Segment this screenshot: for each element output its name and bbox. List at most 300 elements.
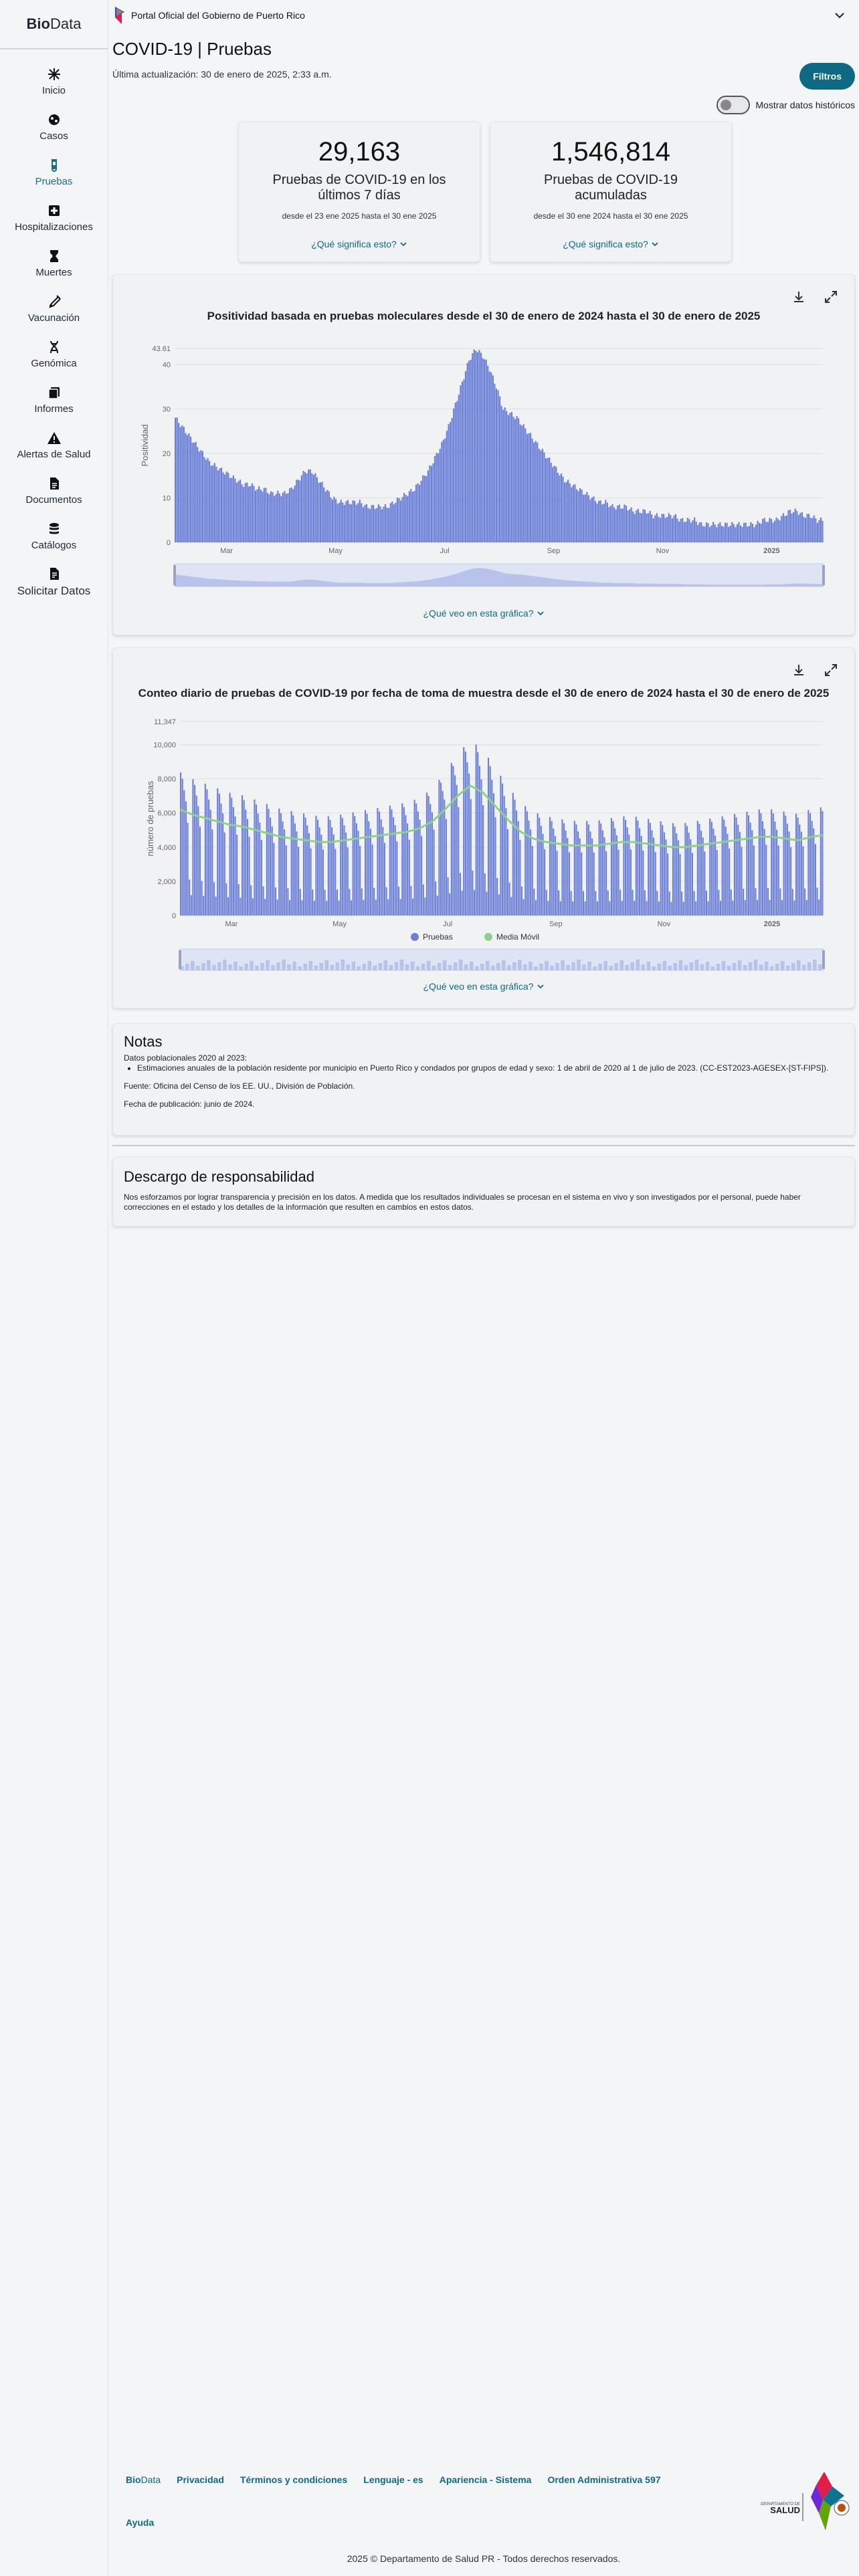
positivity-bar (448, 424, 449, 542)
daily-tests-bar (189, 879, 190, 916)
fullscreen-icon[interactable] (824, 290, 838, 304)
daily-tests-bar (391, 809, 392, 916)
positivity-bar (395, 503, 396, 542)
daily-tests-bar (180, 772, 181, 916)
positivity-bar (810, 518, 812, 542)
biodata-logo[interactable]: Bio Data (0, 0, 108, 49)
footer-link[interactable]: Orden Administrativa 597 (547, 2474, 661, 2485)
daily-tests-bar (192, 779, 193, 916)
daily-tests-bar (435, 881, 436, 916)
positivity-bar (328, 492, 330, 542)
positivity-bar (688, 519, 690, 542)
daily-tests-bar (771, 809, 772, 916)
daily-tests-bar (187, 823, 189, 916)
range-slider-bar (668, 966, 672, 970)
daily-tests-bar (662, 825, 663, 916)
daily-tests-bar (563, 823, 565, 916)
daily-tests-bar (482, 805, 484, 916)
positivity-bar (231, 478, 232, 542)
legend-marker (411, 933, 419, 941)
daily-tests-bar (697, 821, 698, 916)
positivity-bar (367, 508, 369, 542)
daily-tests-bar (191, 895, 192, 916)
daily-tests-bar (403, 807, 405, 916)
daily-tests-bar (234, 817, 235, 916)
range-slider-bar (228, 964, 232, 970)
positivity-bar (486, 360, 487, 542)
sidebar-item-request[interactable] (0, 559, 108, 605)
range-handle-left[interactable] (179, 950, 181, 969)
y-tick-label: 4,000 (157, 843, 176, 852)
range-slider-bar (271, 965, 275, 970)
historic-toggle[interactable] (717, 96, 855, 114)
positivity-bar (731, 522, 733, 542)
daily-tests-bar (238, 884, 240, 916)
daily-tests-bar (797, 818, 799, 916)
daily-tests-bar (465, 752, 466, 916)
positivity-bar (650, 511, 651, 542)
sidebar-item-hospital[interactable] (0, 195, 108, 241)
positivity-bar (509, 413, 510, 542)
positivity-bar (727, 523, 728, 542)
positivity-bar (344, 505, 345, 542)
daily-tests-bar (509, 883, 510, 916)
range-slider-bar (791, 963, 795, 970)
positivity-bar (741, 527, 743, 542)
sidebar-item-virus[interactable] (0, 104, 108, 150)
range-slider-bar (646, 962, 650, 970)
daily-tests-bar (242, 795, 243, 916)
positivity-bar (626, 506, 627, 542)
daily-tests-bar (199, 827, 201, 916)
daily-tests-bar (688, 833, 690, 916)
daily-tests-bar (440, 782, 442, 916)
daily-tests-bar (319, 827, 320, 916)
positivity-bar (692, 520, 693, 542)
positivity-bar (747, 526, 748, 542)
what-see-link[interactable]: ¿Qué veo en esta gráfica? (113, 981, 854, 992)
health-department-logo (744, 2466, 851, 2540)
positivity-bar (524, 429, 526, 542)
positivity-bar (257, 490, 258, 542)
range-slider-bar (770, 966, 774, 970)
daily-tests-bar (799, 825, 800, 916)
footer-link[interactable]: Privacidad (177, 2474, 224, 2485)
daily-tests-bar (532, 846, 533, 916)
daily-tests-bar (252, 898, 254, 916)
daily-tests-bar (722, 817, 723, 916)
positivity-bar (781, 516, 782, 542)
daily-tests-bar (496, 878, 498, 916)
range-slider-bar (287, 964, 291, 970)
positivity-bar (371, 505, 373, 542)
sidebar-item-alert[interactable] (0, 423, 108, 468)
last-updated: Última actualización: 30 de enero de 2025, 2:33 a.m. (112, 69, 332, 80)
positivity-bar (262, 492, 263, 542)
sidebar-item-test-tube[interactable] (0, 150, 108, 195)
positivity-bar (366, 504, 367, 542)
daily-tests-chart-panel (112, 647, 855, 1008)
positivity-bar (444, 438, 446, 542)
daily-tests-bar (684, 823, 686, 916)
daily-tests-bar (801, 831, 802, 916)
daily-tests-bar (259, 823, 260, 916)
chevron-down-icon[interactable] (834, 9, 846, 21)
positivity-bar (761, 524, 762, 542)
range-handle-left[interactable] (173, 565, 176, 585)
positivity-bar (425, 476, 427, 542)
positivity-bar (282, 493, 284, 542)
positivity-bar (588, 496, 589, 542)
daily-tests-bar (537, 813, 539, 916)
positivity-bar (610, 506, 611, 542)
positivity-bar (224, 475, 225, 542)
what-see-link[interactable]: ¿Qué veo en esta gráfica? (113, 608, 854, 619)
range-slider-bar (411, 962, 415, 970)
footer-brand[interactable]: BioData (126, 2474, 161, 2485)
daily-tests-bar (727, 834, 728, 916)
disclaimer-title: Descargo de responsabilidad (124, 1168, 314, 1185)
range-slider-bar (454, 962, 458, 970)
y-axis-label: número de pruebas (145, 780, 155, 857)
positivity-bar (557, 473, 559, 542)
sidebar-item-dna[interactable] (0, 332, 108, 377)
positivity-bar (489, 372, 490, 542)
range-slider-bar (282, 960, 286, 970)
positivity-bar (452, 418, 453, 542)
positivity-bar (412, 492, 413, 542)
positivity-bar (573, 485, 574, 542)
daily-tests-bar (505, 808, 506, 916)
positivity-bar (330, 498, 331, 542)
range-handle-right[interactable] (822, 565, 825, 585)
range-slider-bar (641, 964, 645, 970)
daily-tests-bar (308, 833, 310, 916)
positivity-bar (673, 516, 674, 542)
sidebar-item-syringe[interactable] (0, 286, 108, 332)
daily-tests-bar (386, 887, 387, 916)
positivity-bar (711, 525, 712, 542)
range-slider-bar (491, 966, 495, 970)
daily-tests-bar (268, 809, 269, 916)
daily-tests-bar (774, 822, 775, 916)
daily-tests-bar (401, 803, 403, 916)
daily-tests-bar (704, 851, 705, 916)
positivity-bar (601, 504, 603, 542)
daily-tests-bar (463, 747, 464, 916)
daily-tests-bar (778, 845, 779, 916)
range-slider-bar (373, 966, 377, 970)
positivity-bar (605, 500, 606, 542)
daily-tests-bar (622, 901, 623, 916)
sidebar-item-home[interactable] (0, 59, 108, 104)
positivity-bar (752, 524, 753, 542)
daily-tests-bar (400, 899, 401, 916)
divider (112, 1145, 855, 1146)
range-slider-bar (357, 966, 361, 970)
positivity-bar (260, 490, 262, 542)
range-slider-bar (448, 965, 452, 970)
range-slider-bar (233, 962, 237, 970)
daily-tests-bar (514, 800, 515, 916)
footer-link[interactable]: Lenguaje - es (363, 2474, 423, 2485)
positivity-bar (663, 514, 664, 542)
daily-tests-bar (802, 847, 803, 916)
positivity-bar (484, 359, 485, 542)
positivity-bar (422, 475, 423, 542)
range-slider-bar (749, 962, 753, 970)
positivity-bar (434, 456, 436, 542)
main-content (112, 31, 855, 110)
positivity-bar (326, 490, 328, 542)
range-slider-bar (486, 961, 490, 970)
daily-tests-bar (433, 830, 434, 916)
daily-tests-bar (539, 818, 540, 916)
daily-tests-bar (421, 836, 422, 916)
daily-tests-bar (792, 889, 793, 916)
positivity-bar (381, 510, 383, 542)
range-slider-bar (577, 960, 581, 970)
range-slider-bar (738, 960, 742, 970)
document-icon (47, 476, 62, 491)
positivity-bar (178, 423, 179, 542)
download-icon[interactable] (791, 663, 806, 677)
daily-tests-bar (655, 852, 656, 916)
daily-tests-bar (769, 899, 771, 916)
positivity-bar (543, 453, 545, 542)
daily-tests-bar (345, 833, 347, 916)
positivity-bar (243, 487, 244, 542)
y-tick-label: 10 (162, 494, 171, 503)
daily-tests-bar (314, 901, 315, 916)
daily-tests-bar (194, 785, 195, 916)
daily-tests-bar (387, 899, 389, 916)
daily-tests-bar (398, 887, 399, 916)
daily-tests-bar (547, 901, 549, 916)
positivity-bar (694, 518, 695, 542)
x-tick-label: 2025 (763, 547, 780, 555)
positivity-bar (478, 350, 480, 542)
positivity-bar (512, 417, 514, 542)
daily-tests-bar (215, 897, 217, 916)
filters-button[interactable]: Filtros (799, 63, 855, 90)
daily-tests-bar (280, 813, 282, 916)
positivity-bar (815, 518, 816, 542)
positivity-bar (551, 463, 552, 542)
positivity-bar (237, 481, 239, 542)
sidebar-item-label: Muertes (35, 267, 72, 278)
download-icon[interactable] (791, 290, 806, 304)
daily-tests-bar (762, 821, 763, 916)
daily-tests-bar (292, 815, 294, 916)
positivity-bar (559, 475, 560, 542)
footer-help-link[interactable]: Ayuda (126, 2517, 155, 2528)
daily-tests-bar (609, 901, 610, 916)
positivity-bar (450, 422, 451, 542)
seal-text: DEPARTAMENTO DE (761, 2502, 800, 2506)
sidebar-item-label: Documentos (25, 494, 82, 506)
daily-tests-bar (375, 899, 377, 916)
sidebar-item-label: Catálogos (31, 540, 77, 551)
positivity-bar (316, 477, 318, 542)
daily-tests-bar (535, 900, 537, 916)
positivity-bar (400, 500, 401, 542)
sidebar-item-reports[interactable] (0, 377, 108, 423)
daily-tests-bar (284, 829, 285, 916)
range-slider-bar (260, 963, 264, 970)
positivity-bar (405, 495, 407, 542)
sidebar-item-label: Pruebas (35, 176, 73, 187)
range-slider-bar (303, 964, 307, 970)
daily-tests-bar (644, 890, 646, 916)
daily-tests-bar (491, 780, 492, 916)
sidebar-item-document[interactable] (0, 468, 108, 514)
daily-tests-bar (432, 813, 433, 916)
what-means-link[interactable]: ¿Qué significa esto? (239, 239, 480, 249)
positivity-bar (388, 508, 389, 542)
positivity-bar (197, 447, 198, 542)
daily-tests-bar (270, 818, 271, 916)
daily-tests-bar (477, 752, 478, 916)
positivity-bar (564, 483, 565, 542)
positivity-bar (723, 527, 724, 542)
positivity-bar (357, 503, 359, 542)
sidebar-item-database[interactable] (0, 514, 108, 559)
daily-tests-bar (591, 839, 593, 916)
positivity-bar (341, 500, 342, 542)
positivity-bar (555, 467, 557, 542)
positivity-bar (427, 471, 429, 542)
range-slider-bar (781, 961, 785, 970)
positivity-bar (215, 467, 217, 542)
range-handle-right[interactable] (822, 950, 825, 969)
positivity-bar (583, 495, 584, 542)
daily-tests-bar (519, 840, 520, 916)
daily-tests-bar (452, 766, 454, 916)
daily-tests-bar (739, 832, 741, 916)
positivity-bar (421, 481, 422, 542)
notes-bullet: • Estimaciones anuales de la población residente por municipio en Puerto Rico y condados por grupos de edad y sexo: 1 de abril de 2020 al 1 de julio de 2023. (CC-EST2023-AGESEX-[ST-FIPS]). (137, 1063, 844, 1073)
daily-tests-bar (315, 816, 316, 916)
positivity-bar (431, 466, 432, 542)
positivity-bar (320, 482, 321, 542)
daily-tests-bar (502, 784, 503, 916)
positivity-bar (304, 472, 306, 542)
x-tick-label: May (332, 920, 347, 928)
range-slider-bar (389, 965, 393, 970)
daily-tests-bar (632, 890, 634, 916)
positivity-bar (440, 449, 441, 542)
daily-tests-bar (208, 800, 209, 916)
daily-tests-bar (437, 895, 438, 916)
daily-tests-bar (760, 813, 761, 916)
positivity-bar (737, 524, 738, 542)
positivity-bar (678, 522, 680, 542)
positivity-bar (325, 492, 326, 542)
daily-tests-bar (588, 825, 589, 916)
range-slider-bar (652, 966, 656, 970)
daily-tests-bar (197, 806, 199, 916)
notes-source: Fuente: Oficina del Censo de los EE. UU., División de Población. (124, 1081, 355, 1091)
positivity-bar (808, 514, 809, 542)
sidebar-item-label: Inicio (41, 85, 66, 96)
fullscreen-icon[interactable] (824, 663, 838, 677)
daily-tests-bar (698, 824, 700, 916)
stat-cards (238, 122, 732, 262)
daily-tests-bar (583, 891, 584, 916)
positivity-bar (463, 379, 464, 542)
daily-tests-bar (407, 823, 408, 916)
daily-tests-bar (233, 807, 234, 916)
daily-tests-bar (741, 847, 742, 916)
sidebar-item-hourglass[interactable] (0, 241, 108, 286)
positivity-bar (193, 443, 195, 542)
daily-tests-bar (807, 810, 809, 916)
positivity-bar (248, 487, 250, 542)
daily-tests-bar (646, 901, 648, 916)
positivity-bar (759, 523, 760, 542)
positivity-bar (533, 443, 535, 542)
positivity-bar (684, 522, 685, 542)
positivity-bar (492, 375, 494, 542)
daily-tests-bar (795, 814, 797, 916)
positivity-bar (199, 451, 200, 542)
daily-tests-bar (586, 821, 587, 916)
positivity-bar (631, 508, 632, 542)
daily-tests-bar (419, 820, 420, 916)
daily-tests-bar (732, 901, 733, 916)
positivity-bar (453, 409, 454, 542)
chart-title: Positividad basada en pruebas moleculares desde el 30 de enero de 2024 hasta el 30 de enero de 2025 (207, 310, 761, 322)
y-tick-label: 0 (166, 539, 171, 547)
daily-tests-bar (809, 813, 811, 916)
positivity-bar (506, 411, 507, 542)
positivity-bar (767, 522, 769, 542)
daily-tests-bar (650, 823, 651, 916)
positivity-bar (738, 522, 739, 542)
footer-link[interactable]: Términos y condiciones (240, 2474, 348, 2485)
positivity-bar (403, 493, 405, 542)
positivity-bar (651, 514, 652, 542)
daily-tests-bar (329, 820, 330, 916)
range-slider-bar (609, 966, 613, 970)
footer-link[interactable]: Apariencia - Sistema (439, 2474, 532, 2485)
positivity-bar (200, 450, 201, 542)
positivity-bar (728, 527, 729, 542)
positivity-bar (345, 502, 347, 542)
positivity-bar (561, 473, 562, 542)
daily-tests-bar (619, 890, 621, 916)
daily-tests-bar (494, 817, 496, 916)
positivity-bar (438, 453, 439, 542)
positivity-bar (586, 492, 587, 542)
positivity-bar (527, 434, 528, 542)
what-means-link[interactable]: ¿Qué significa esto? (490, 239, 731, 249)
positivity-bar (783, 513, 784, 542)
daily-tests-bar (185, 801, 187, 916)
positivity-bar (383, 507, 384, 542)
daily-tests-bar (272, 827, 273, 916)
toggle-switch[interactable] (717, 96, 750, 114)
positivity-bar (253, 486, 254, 542)
positivity-bar (289, 488, 290, 542)
sidebar-item-label: Informes (34, 403, 74, 415)
daily-tests-bar (456, 785, 458, 916)
daily-tests-bar (577, 831, 579, 916)
daily-tests-bar (448, 877, 449, 916)
daily-tests-bar (636, 817, 637, 916)
daily-tests-bar (683, 902, 684, 916)
